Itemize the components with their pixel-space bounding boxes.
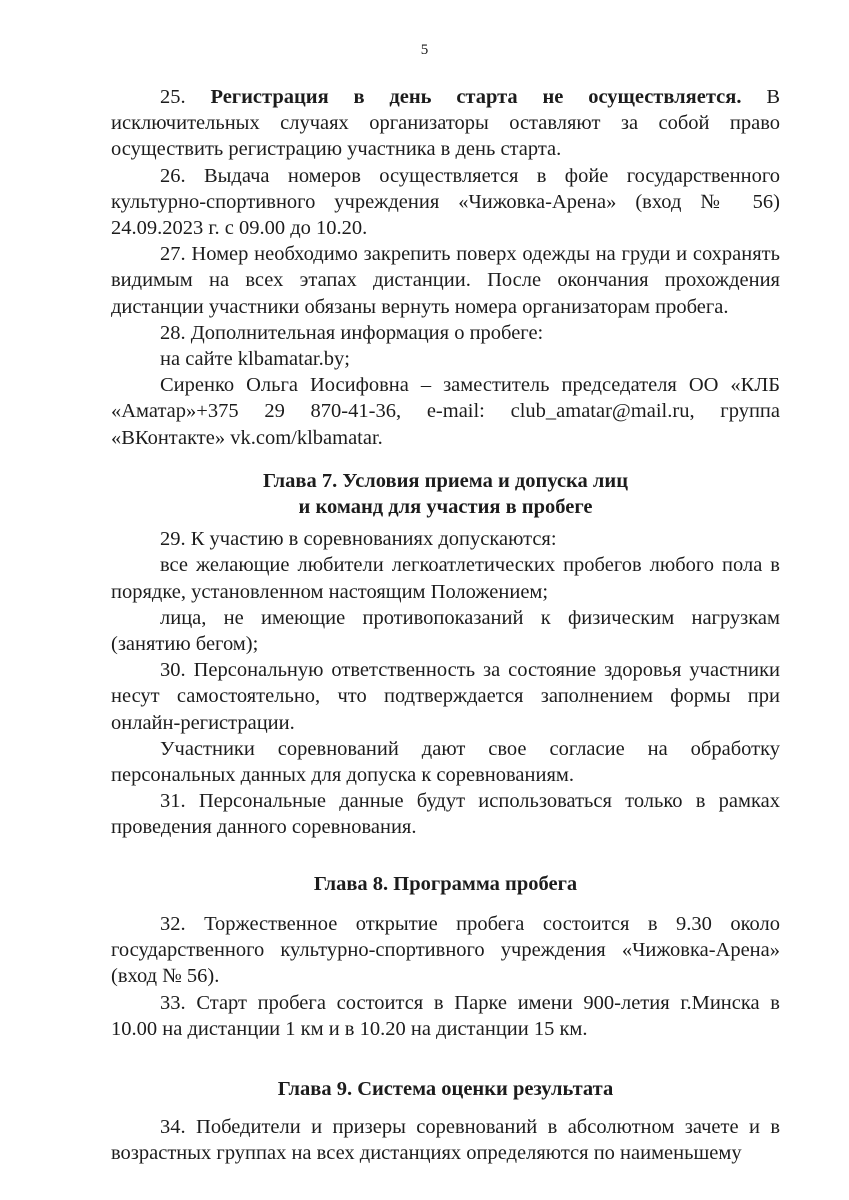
chapter-7-heading [111,468,780,520]
chapter-7-title-line-1: Глава 7. Условия приема и допуска лиц [262,469,629,492]
paragraph-30-consent: Участники соревнований дают свое согласие на обработку персональных данных для допуска к соревнованиям. [111,737,780,787]
paragraph-30: 30. Персональную ответственность за состояние здоровья участники несут самостоятельно, что подтверждается заполнением формы при онлайн-регистрации. [111,659,780,734]
paragraph-33: 33. Старт пробега состоится в Парке имени 900-летия г.Минска в 10.00 на дистанции 1 км и в 10.20 на дистанции 15 км. [111,991,780,1040]
paragraph-28: 28. Дополнительная информация о пробеге: [160,321,544,344]
paragraph-29-item-b: лица, не имеющие противопоказаний к физическим нагрузкам (занятию бегом); [111,606,780,656]
paragraph-28-contact: Сиренко Ольга Иосифовна – заместитель председателя ОО «КЛБ «Аматар»+375 29 870-41-36, e-mail: club_amatar@mail.ru, группа «ВКонтакте» vk.com/klbamatar. [111,374,780,449]
page-number: 5 [420,42,429,58]
paragraph-29-item-a: все желающие любители легкоатлетических пробегов любого пола в порядке, установленном настоящим Положением; [111,554,780,603]
paragraph-34: 34. Победители и призеры соревнований в абсолютном зачете и в возрастных группах на всех дистанциях определяются по наименьшему [111,1116,780,1165]
paragraph-26: 26. Выдача номеров осуществляется в фойе государственного культурно-спортивного учреждения «Чижовка-Арена» (вход № 56) 24.09.2023 г. с 09.00 до 10.20. [111,164,780,240]
paragraph-25-number: 25. [160,86,186,108]
paragraph-31: 31. Персональные данные будут использоваться только в рамках проведения данного соревнования. [111,790,780,839]
paragraph-25 [111,84,780,163]
paragraph-28-site: на сайте klbamatar.by; [160,348,350,371]
chapter-7-title-line-2: и команд для участия в пробеге [298,496,593,519]
document-body [111,84,780,1167]
paragraph-27: 27. Номер необходимо закрепить поверх одежды на груди и сохранять видимым на всех этапах дистанции. После окончания прохождения дистанции участники обязаны вернуть номера организаторам пробега. [111,243,780,318]
chapter-9-heading: Глава 9. Система оценки результата [277,1077,614,1100]
paragraph-32: 32. Торжественное открытие пробега состоится в 9.30 около государственного культурно-спортивного учреждения «Чижовка-Арена» (вход № 56). [111,912,780,988]
paragraph-25-text: В исключительных случаях организаторы оставляют за собой право осуществить регистрацию участника в день старта. [111,86,780,161]
paragraph-25-bold-statement: Регистрация в день старта не осуществляется. [210,86,742,108]
paragraph-29: 29. К участию в соревнованиях допускаются: [160,528,557,551]
chapter-8-heading: Глава 8. Программа пробега [313,872,578,895]
